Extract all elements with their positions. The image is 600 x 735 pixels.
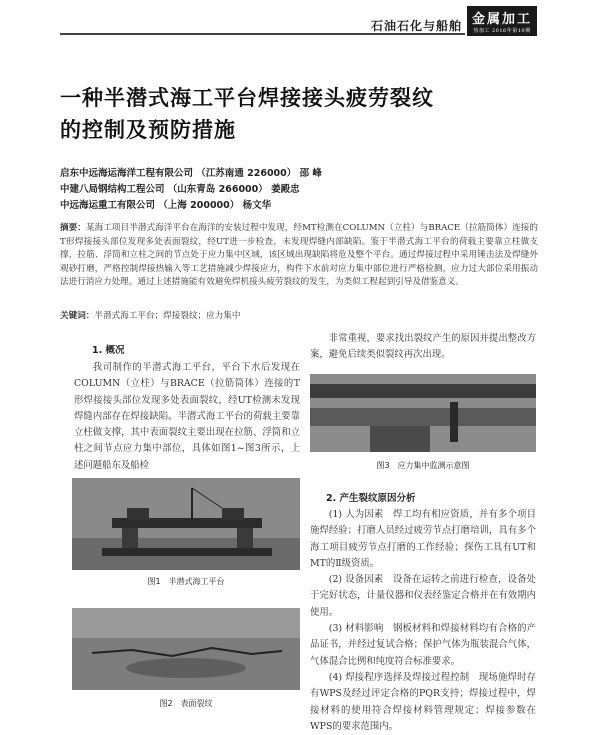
figure-1-caption: 图1 半潜式海工平台 xyxy=(147,577,225,586)
figure-2-image xyxy=(72,608,300,690)
title-line-1: 一种半潜式海工平台焊接接头疲劳裂纹 xyxy=(60,86,434,110)
figure-2-caption: 图2 表面裂纹 xyxy=(159,699,213,708)
title-line-2: 的控制及预防措施 xyxy=(60,118,236,142)
stress-monitoring-photo xyxy=(310,374,536,452)
keywords-label: 关键词： xyxy=(60,311,95,321)
section-1-heading: 1. 概况 xyxy=(92,345,125,356)
author-line: 中远海运重工有限公司 （上海 200000） 杨文华 xyxy=(60,200,272,211)
cause-paragraph: (1) 人为因素 焊工均有相应资质，并有多个项目施焊经验；打磨人员经过疲劳节点打磨培训，具有多个海工项目疲劳节点打磨的工作经验；探伤工具有UT和MT的Ⅱ级资质。 xyxy=(310,509,536,569)
abstract-text: 某海工项目半潜式海洋平台在海洋的安装过程中发现，经MT检测在COLUMN（立柱）与BRACE（拉筋筒体）连接的T形焊接接头部位发现多处表面裂纹，经UT进一步检查，未发现焊缝内部缺陷。鉴于半潜式海工平台的荷载主要靠立柱做支撑，拉筋、浮筒和立柱之间的节点处于应力集中区域，该区域出现缺陷将危及整个平台。通过焊接过程中采用锤击法及焊缝外观砂打磨，严格控制焊接热输入等工艺措施减少焊接应力，构件下水前对应力集中部位进行严格检测，应力过大部位采用振动法进行消应力处理。通过上述措施能有效避免焊机接头疲劳裂纹的发生，为类似工程起到引导及借鉴意义。 xyxy=(60,223,538,288)
journal-name: 石油石化与船舶 xyxy=(371,19,463,33)
logo-main-text: 金属加工 xyxy=(471,12,532,27)
cause-paragraph: (2) 设备因素 设备在运转之前进行检查，设备处于完好状态，计量仪器和仪表经鉴定合格并在有效期内使用。 xyxy=(310,574,536,618)
author-line: 启东中远海运海洋工程有限公司 （江苏南通 226000） 邵 峰 xyxy=(60,168,322,179)
keywords xyxy=(60,310,538,323)
figure-3-caption: 图3 应力集中监测示意图 xyxy=(376,461,470,470)
figure-1-image xyxy=(72,478,300,570)
section-1-continued: 非常重视，要求找出裂纹产生的原因并提出整改方案，避免后续类似裂纹再次出现。 xyxy=(310,333,536,361)
author-list xyxy=(60,166,540,214)
article-title xyxy=(60,82,540,146)
abstract-label: 摘要： xyxy=(60,223,86,233)
author-line: 中建八局钢结构工程公司 （山东青岛 266000） 姜殿忠 xyxy=(60,184,300,195)
figure-3-image xyxy=(310,374,536,452)
section-2-heading: 2. 产生裂纹原因分析 xyxy=(326,493,416,504)
cause-paragraph: (3) 材料影响 钢板材料和焊接材料均有合格的产品证书，并经过复试合格；保护气体为瓶装混合气体，气体混合比例和纯度符合标准要求。 xyxy=(310,623,536,667)
surface-crack-photo xyxy=(72,608,300,690)
keywords-text: 半潜式海工平台；焊接裂纹；应力集中 xyxy=(94,311,241,321)
magazine-logo xyxy=(467,6,537,36)
section-1-paragraph: 我司制作的半潜式海工平台，平台下水后发现在COLUMN（立柱）与BRACE（拉筋筒体）连接的T形焊接接头部位发现多处表面裂纹，经UT检测未发现焊缝内部存在焊接缺陷。半潜式海工平台的荷载主要靠立柱做支撑，其中表面裂纹主要出现在拉筋、浮筒和立柱之间节点应力集中部位，具体如图1~图3所示，上述问题船东及船检 xyxy=(74,362,300,471)
cause-paragraph: (4) 焊接程序选择及焊接过程控制 现场施焊时存有WPS及经过评定合格的PQR支持；焊接过程中，焊接材料的使用符合焊接材料管理规定；焊接参数在WPS的要求范围内。 xyxy=(310,671,536,732)
abstract xyxy=(60,222,538,290)
logo-sub-text: 热加工 2016年第10期 xyxy=(473,28,531,34)
section-2-body xyxy=(310,507,536,735)
platform-illustration xyxy=(72,478,300,570)
